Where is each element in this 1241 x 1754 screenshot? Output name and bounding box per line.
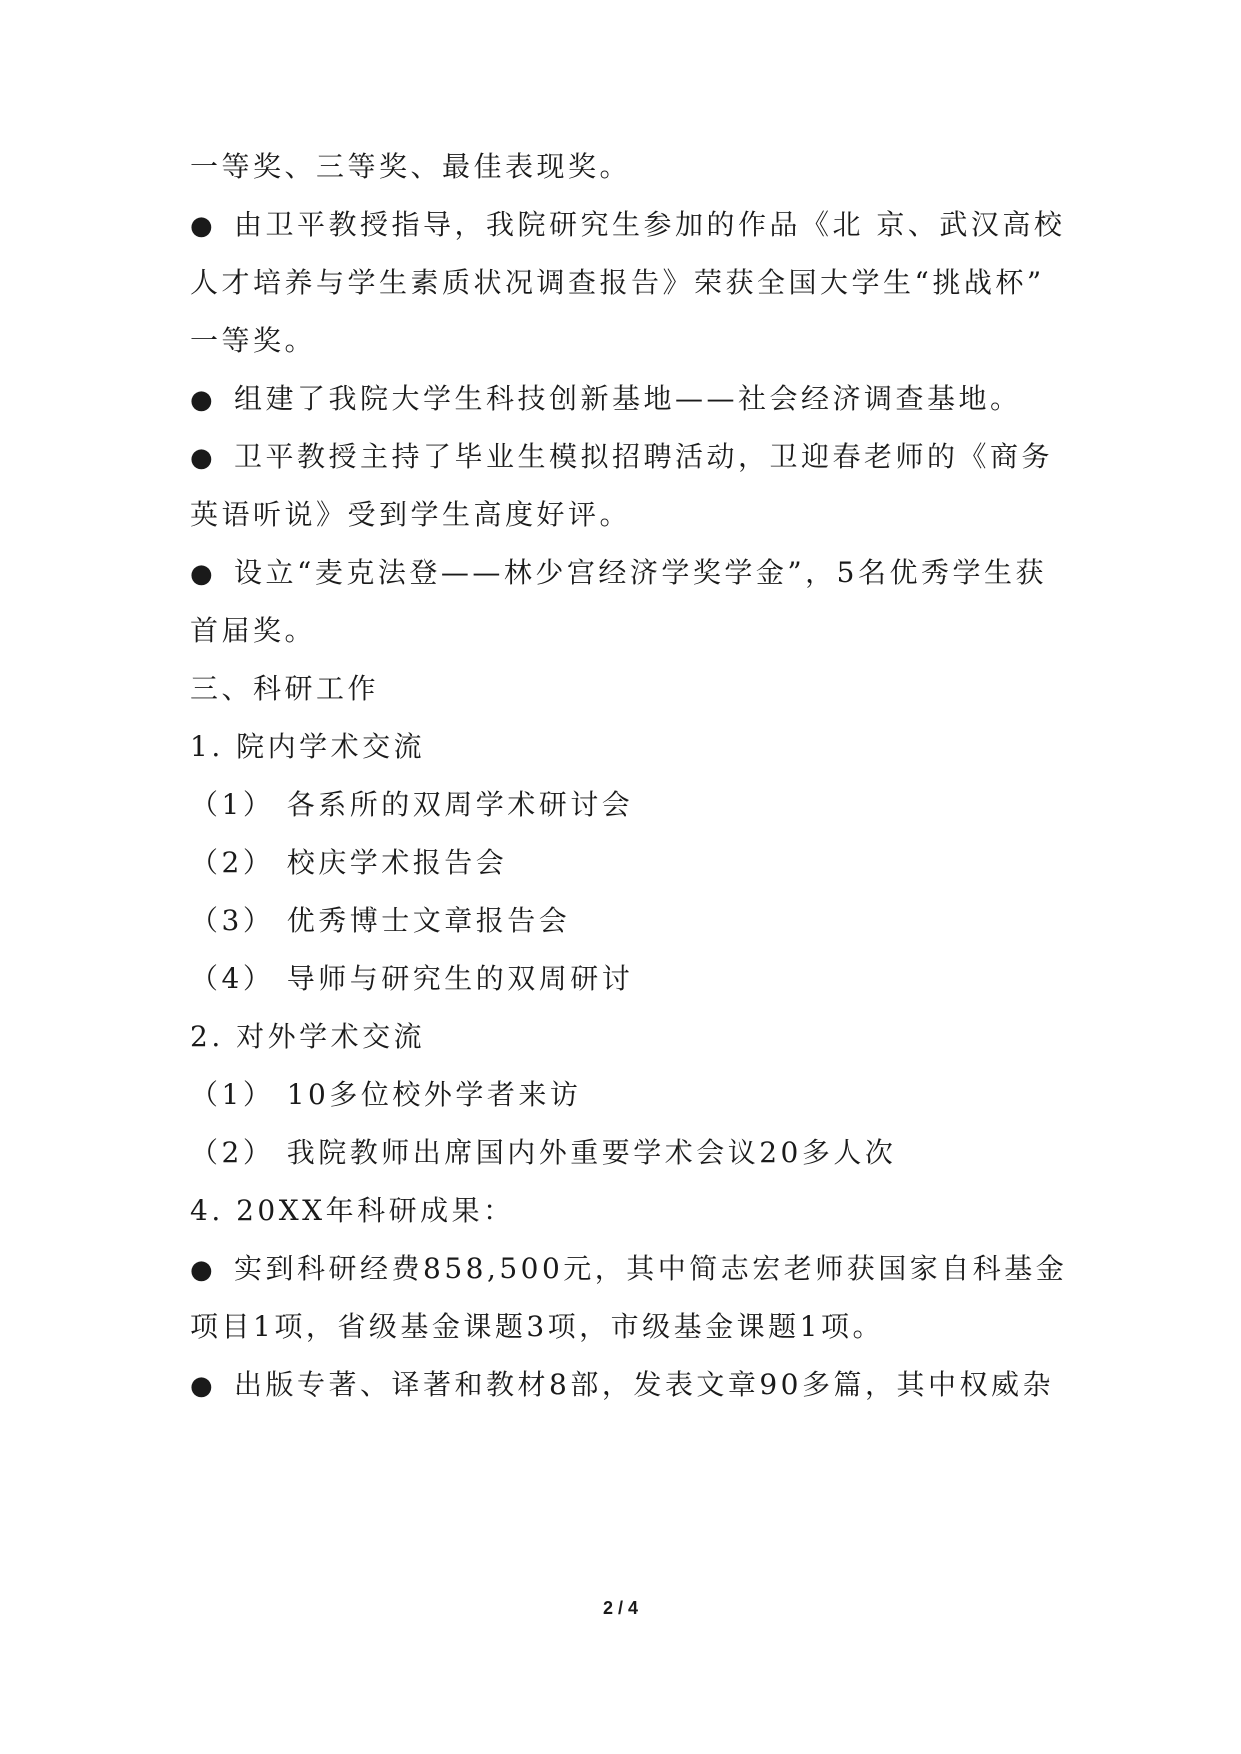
bullet-icon: ●: [190, 559, 217, 589]
bullet-text: 出版专著、译著和教材8部，发表文章90多篇，其中权威杂: [234, 1368, 1054, 1401]
bullet-icon: ●: [190, 443, 217, 473]
subsection-heading: 2. 对外学术交流: [190, 1020, 426, 1053]
page-number: 2 / 4: [602, 1598, 639, 1618]
list-item: （3） 优秀博士文章报告会: [190, 904, 571, 937]
bullet-icon: ●: [190, 211, 217, 241]
list-item: （1） 各系所的双周学术研讨会: [190, 788, 634, 821]
bullet-line: [190, 205, 1070, 246]
bullet-line: [190, 1365, 1070, 1406]
section-heading: 三、科研工作: [190, 672, 380, 705]
bullet-line: [190, 437, 1070, 478]
text-line: 首届奖。: [190, 614, 317, 647]
subsection-heading: 1. 院内学术交流: [190, 730, 426, 763]
bullet-text: 实到科研经费858,500元，其中简志宏老师获国家自科基金: [234, 1252, 1068, 1285]
text-line: 一等奖、三等奖、最佳表现奖。: [190, 150, 632, 183]
list-item: （1） 10多位校外学者来访: [190, 1078, 582, 1111]
list-item: （2） 我院教师出席国内外重要学术会议20多人次: [190, 1136, 897, 1169]
bullet-line: [190, 1249, 1070, 1290]
text-line: 人才培养与学生素质状况调查报告》荣获全国大学生“挑战杯”: [190, 266, 1045, 299]
text-line: 英语听说》受到学生高度好评。: [190, 498, 632, 531]
list-item: （2） 校庆学术报告会: [190, 846, 508, 879]
bullet-line: [190, 379, 1070, 420]
bullet-icon: ●: [190, 1371, 217, 1401]
bullet-text: 设立“麦克法登——林少宫经济学奖学金”，5名优秀学生获: [234, 556, 1047, 589]
bullet-text: 组建了我院大学生科技创新基地——社会经济调查基地。: [234, 382, 1022, 415]
bullet-text: 由卫平教授指导，我院研究生参加的作品《北 京、武汉高校: [234, 208, 1066, 241]
text-line: 一等奖。: [190, 324, 317, 357]
bullet-icon: ●: [190, 1255, 217, 1285]
list-item: （4） 导师与研究生的双周研讨: [190, 962, 634, 995]
text-line: 项目1项，省级基金课题3项，市级基金课题1项。: [190, 1310, 884, 1343]
bullet-line: [190, 553, 1070, 594]
bullet-text: 卫平教授主持了毕业生模拟招聘活动，卫迎春老师的《商务: [234, 440, 1054, 473]
bullet-icon: ●: [190, 385, 217, 415]
subsection-heading: 4. 20XX年科研成果：: [190, 1194, 515, 1227]
